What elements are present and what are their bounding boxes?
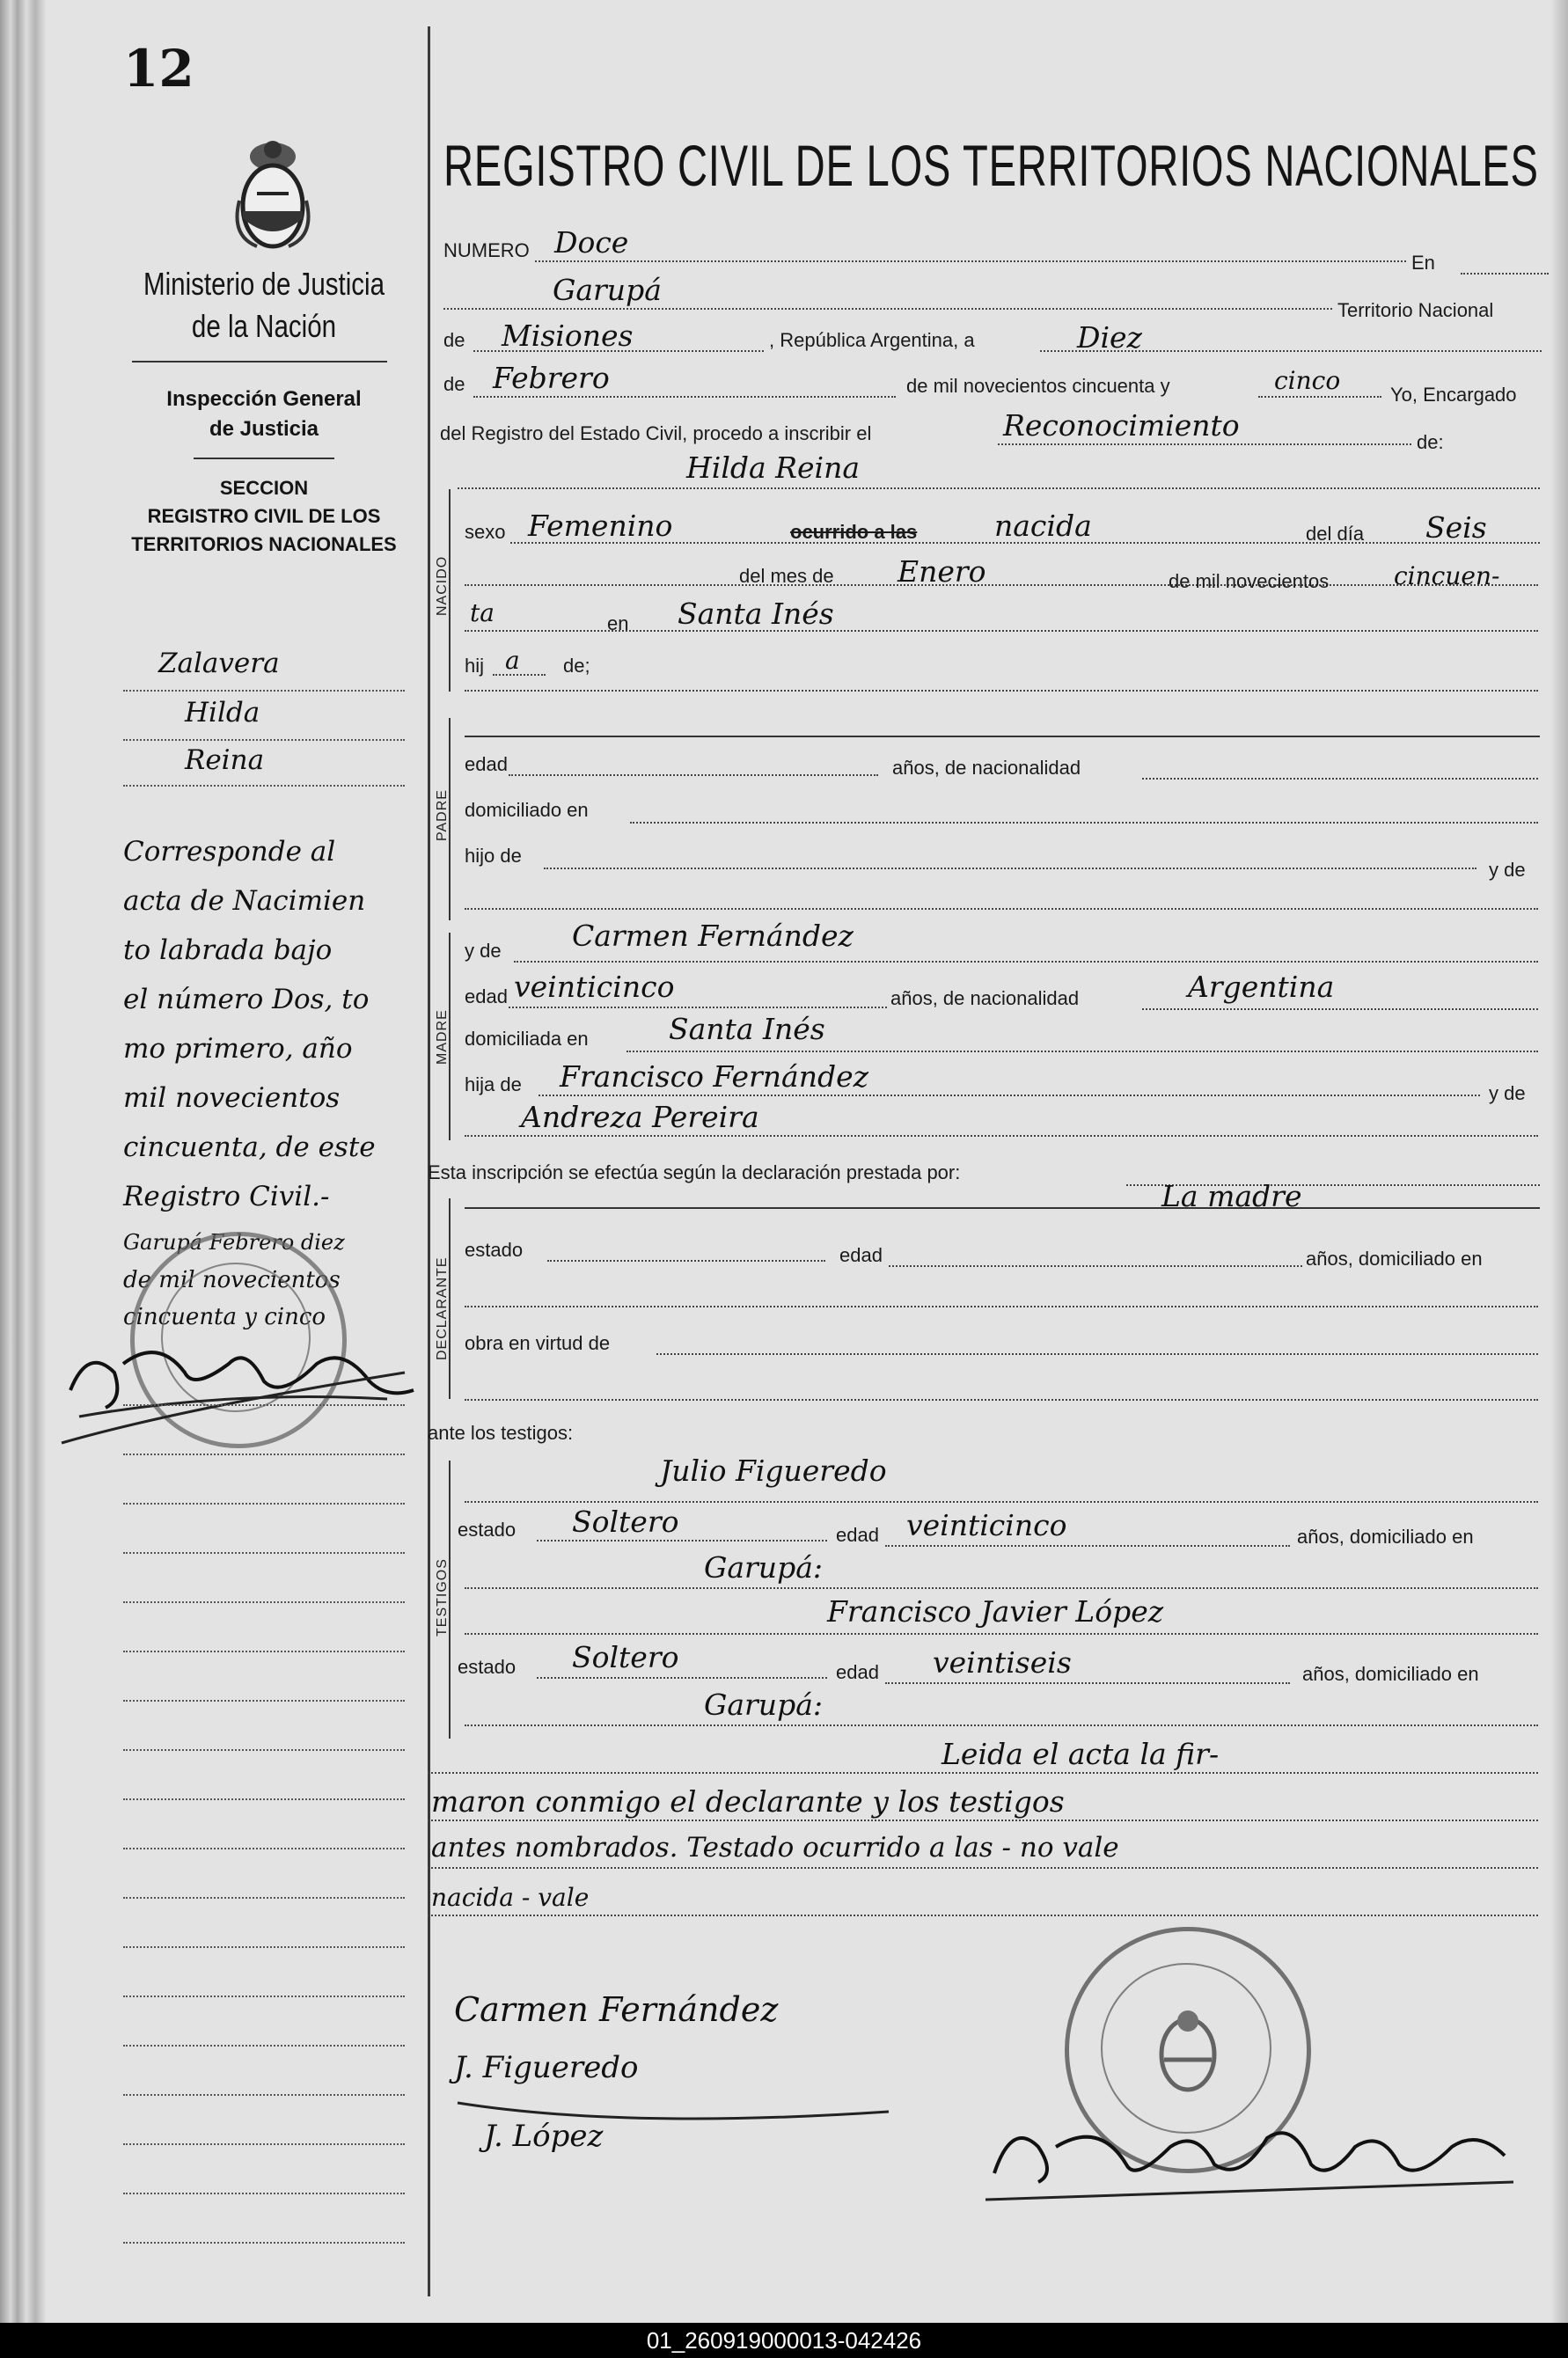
fill-line (465, 1135, 1538, 1137)
signature-testigo1: J. Figueredo (454, 2050, 639, 2085)
fill-line (539, 1095, 1480, 1096)
margin-rule-line (123, 2242, 405, 2244)
edad-label: edad (465, 753, 508, 775)
fill-line (1258, 396, 1381, 398)
margin-rule-line (123, 1798, 405, 1800)
territorio-label: Territorio Nacional (1337, 299, 1494, 321)
fill-line (465, 1399, 1538, 1401)
margin-note-line: mo primero, año (123, 1033, 353, 1065)
edad-label: edad (839, 1244, 883, 1266)
ministry-line-1: Ministerio de Justicia (143, 266, 385, 302)
margin-rule-line (123, 1996, 405, 1997)
de-label: de (443, 329, 465, 351)
fill-line (465, 1587, 1538, 1589)
closing-line-1: Leida el acta la fir- (942, 1737, 1220, 1771)
section-line-3: TERRITORIOS NACIONALES (131, 533, 397, 555)
page-number: 12 (123, 39, 194, 99)
fill-line (547, 1260, 825, 1262)
fill-line (473, 396, 896, 398)
fill-line (509, 1007, 887, 1008)
margin-rule-line (123, 785, 405, 787)
margin-rule-line (123, 1503, 405, 1505)
domiciliada-label: domiciliada en (465, 1028, 589, 1050)
section-line-2: REGISTRO CIVIL DE LOS (147, 505, 381, 527)
fill-line (1461, 273, 1549, 275)
margin-note-line: acta de Nacimien (123, 885, 366, 917)
testigo2-edad: veintiseis (933, 1645, 1072, 1680)
hij-value: a (505, 646, 520, 675)
lugar-value: Garupá (553, 273, 662, 307)
inspection-line-2: de Justicia (209, 417, 319, 441)
margin-name-line: Reina (185, 744, 265, 776)
fill-line (465, 1306, 1538, 1307)
madre-nacionalidad-value: Argentina (1188, 970, 1335, 1004)
document-title: REGISTRO CIVIL DE LOS TERRITORIOS NACIONALES (443, 133, 1539, 198)
margin-rule-line (123, 1601, 405, 1603)
page-edge (1550, 0, 1568, 2323)
margin-rule-line (123, 1749, 405, 1751)
sexo-label: sexo (465, 521, 506, 543)
fill-line (465, 584, 1538, 586)
fill-line (465, 1725, 1538, 1726)
fill-line (885, 1545, 1290, 1547)
edad-label: edad (465, 985, 508, 1007)
sexo-value: Femenino (528, 509, 673, 543)
margin-note-line: cincuenta y cinco (123, 1304, 326, 1330)
declarante-side-label: DECLARANTE (435, 1256, 450, 1360)
margin-note-line: mil novecientos (123, 1082, 341, 1114)
inspection-line-1: Inspección General (166, 387, 362, 411)
margin-rule-line (123, 1946, 405, 1948)
testigo1-estado: Soltero (572, 1505, 679, 1539)
footer-id: 01_260919000013-042426 (646, 2327, 922, 2354)
testigo1-domicilio: Garupá: (704, 1550, 823, 1585)
fill-line (428, 1915, 1538, 1916)
y-de-label: y de (465, 940, 502, 962)
del-mes-label: del mes de (739, 565, 834, 587)
testigo1-edad: veinticinco (906, 1508, 1067, 1542)
dia-value: Seis (1425, 510, 1487, 545)
anios-label: años, de nacionalidad (892, 757, 1081, 779)
anios-label: años, de nacionalidad (890, 987, 1080, 1009)
nacido-side-label: NACIDO (435, 555, 450, 616)
margin-note-line: Registro Civil.- (123, 1181, 330, 1212)
margin-rule-line (123, 2094, 405, 2096)
de-label: de: (1417, 431, 1444, 453)
territorio-value: Misiones (502, 319, 634, 353)
fill-line (428, 1867, 1538, 1869)
nombre-value: Hilda Reina (686, 450, 861, 485)
numero-label: NUMERO (443, 239, 530, 261)
hija-label: hija de (465, 1073, 522, 1095)
fill-line (885, 1682, 1290, 1684)
madre-side-label: MADRE (435, 1009, 450, 1065)
margin-rule-line (123, 1897, 405, 1899)
fill-line (443, 308, 1332, 310)
fill-line (465, 908, 1538, 910)
fill-line (889, 1265, 1302, 1267)
yo-label: Yo, Encargado (1390, 384, 1517, 406)
mes-value: Enero (898, 554, 986, 589)
margin-note-line: Corresponde al (123, 836, 336, 868)
fill-line (630, 822, 1538, 824)
margin-note-line: el número Dos, to (123, 984, 370, 1015)
margin-name-line: Hilda (185, 697, 260, 729)
anio-value: cinco (1274, 366, 1341, 395)
del-dia-label: del día (1306, 523, 1365, 545)
mes-value: Febrero (493, 361, 610, 395)
estado-label: estado (465, 1239, 524, 1261)
testigo1-nombre: Julio Figueredo (660, 1454, 887, 1488)
anios-label: años, domiciliado en (1302, 1663, 1479, 1685)
fill-line (537, 1677, 827, 1679)
fill-line (544, 868, 1476, 869)
fill-line (514, 961, 1538, 963)
testigos-intro: ante los testigos: (428, 1422, 574, 1444)
testigo2-domicilio: Garupá: (704, 1688, 823, 1722)
testigo2-estado: Soltero (572, 1640, 679, 1674)
margin-note-line: to labrada bajo (123, 934, 333, 966)
book-binding (0, 0, 46, 2358)
anio-value: cincuen- (1394, 561, 1500, 590)
margin-note-line: Garupá Febrero diez (123, 1230, 345, 1255)
fill-line (465, 1633, 1538, 1635)
signature-testigo2: J. López (484, 2119, 604, 2154)
fill-line (465, 1501, 1538, 1503)
madre-nombre-value: Carmen Fernández (572, 919, 854, 953)
anios-label: años, domiciliado en (1297, 1526, 1474, 1548)
margin-note-line: cincuenta, de este (123, 1131, 376, 1163)
footer-bar (0, 2323, 1568, 2358)
fill-line (465, 1207, 1540, 1209)
stamp-emblem-icon (1148, 2002, 1227, 2098)
fill-line (465, 736, 1540, 737)
madre-padre-value: Francisco Fernández (560, 1059, 869, 1094)
hijo-label: hijo de (465, 845, 522, 867)
edad-label: edad (836, 1524, 879, 1546)
en-label: En (1411, 252, 1435, 274)
estado-label: estado (458, 1656, 517, 1678)
fill-line (998, 443, 1411, 445)
margin-rule-line (123, 2045, 405, 2047)
closing-line-3: antes nombrados. Testado ocurrido a las - no vale (431, 1832, 1119, 1864)
madre-domicilio-value: Santa Inés (669, 1012, 825, 1046)
dia-value: Diez (1077, 320, 1142, 355)
republica-label: , República Argentina, a (769, 329, 975, 351)
de-label: de; (563, 655, 590, 677)
margin-rule-line (123, 1651, 405, 1652)
margin-rule-line (123, 739, 405, 741)
fill-line (458, 487, 1540, 489)
margin-rule-line (123, 2143, 405, 2145)
fill-line (535, 260, 1406, 262)
madre-edad-value: veinticinco (514, 970, 675, 1004)
divider (132, 361, 387, 362)
mil-label: de mil novecientos cincuenta y (906, 375, 1170, 397)
fill-line (465, 690, 1538, 692)
domiciliado-label: domiciliado en (465, 799, 589, 821)
margin-note-line: de mil novecientos (123, 1267, 341, 1293)
testigo2-nombre: Francisco Javier López (827, 1594, 1164, 1629)
margin-rule-line (123, 1454, 405, 1455)
edad-label: edad (836, 1661, 879, 1683)
margin-name-line: Zalavera (158, 648, 280, 679)
margin-rule-line (123, 1552, 405, 1554)
fill-line (656, 1353, 1538, 1355)
hij-label: hij (465, 655, 485, 677)
estado-label: estado (458, 1519, 517, 1541)
fill-line (537, 1540, 827, 1541)
divider (194, 458, 334, 459)
mil-label: de mil novecientos (1169, 570, 1330, 592)
fill-line (428, 1772, 1538, 1774)
anios-label: años, domiciliado en (1306, 1248, 1483, 1270)
coat-of-arms-icon (231, 130, 315, 253)
closing-line-4: nacida - vale (431, 1883, 590, 1912)
declarante-value: La madre (1161, 1179, 1302, 1213)
madre-madre-value: Andreza Pereira (521, 1100, 759, 1134)
fill-line (428, 1820, 1538, 1821)
fill-line (1142, 1008, 1538, 1010)
ocurrido-label: ocurrido a las (790, 521, 918, 543)
margin-rule-line (123, 2193, 405, 2194)
margin-rule-line (123, 1700, 405, 1702)
fill-line (626, 1051, 1538, 1052)
margin-rule-line (123, 1404, 405, 1406)
en-label: en (607, 612, 629, 634)
registro-label: del Registro del Estado Civil, procedo a inscribir el (440, 422, 872, 444)
fill-line (509, 774, 878, 776)
numero-value: Doce (554, 225, 629, 260)
testigos-side-label: TESTIGOS (435, 1558, 450, 1637)
de-label: de (443, 373, 465, 395)
declaracion-intro: Esta inscripción se efectúa según la declaración prestada por: (428, 1161, 961, 1183)
margin-rule-line (123, 690, 405, 692)
acto-value: Reconocimiento (1003, 408, 1240, 443)
signature-madre: Carmen Fernández (454, 1990, 779, 2029)
y-de-label-2: y de (1489, 1082, 1526, 1104)
anio-value-cont: ta (470, 598, 495, 627)
ministry-line-2: de la Nación (191, 308, 337, 344)
nacida-value: nacida (994, 509, 1092, 543)
registrar-signature (977, 2094, 1522, 2217)
lugar-value: Santa Inés (678, 597, 834, 631)
obra-label: obra en virtud de (465, 1332, 611, 1354)
padre-side-label: PADRE (435, 789, 450, 841)
margin-rule-line (123, 1848, 405, 1849)
section-line-1: SECCION (219, 477, 309, 499)
closing-line-2: maron conmigo el declarante y los testigos (431, 1784, 1065, 1819)
fill-line (1142, 778, 1538, 780)
y-de-label: y de (1489, 859, 1526, 881)
